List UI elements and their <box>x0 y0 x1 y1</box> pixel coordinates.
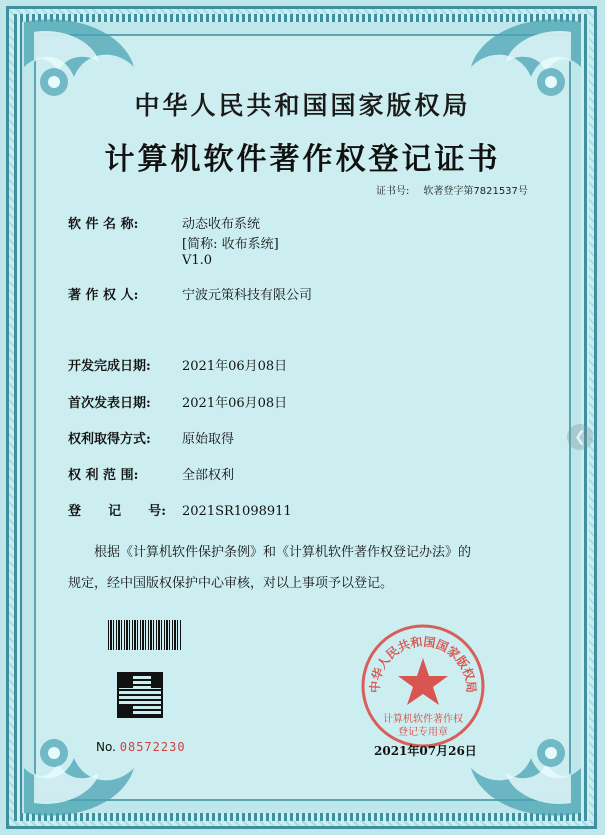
scope-label: 权 利 范 围: <box>68 468 139 483</box>
seal-inner-line-2: 登记专用章 <box>398 727 448 738</box>
certificate-number <box>376 182 528 197</box>
registration-number-label: 登 记 号: <box>68 504 167 519</box>
star-icon <box>398 658 448 705</box>
acquisition-row <box>68 428 234 447</box>
statement-line-1: 根据《计算机软件保护条例》和《计算机软件著作权登记办法》的 <box>94 545 472 560</box>
barcode-image <box>108 620 182 650</box>
software-name-value: 动态收布系统 <box>182 217 261 232</box>
seal-inner-line-1: 计算机软件著作权 <box>383 714 463 725</box>
serial-number <box>96 740 186 754</box>
statement-line-2: 规定，经中国版权保护中心审核，对以上事项予以登记。 <box>68 576 394 591</box>
publish-date-label: 首次发表日期: <box>68 396 151 411</box>
registration-number-value: 2021SR1098911 <box>182 504 292 519</box>
completion-date-value: 2021年06月08日 <box>182 359 288 374</box>
official-seal <box>359 622 487 750</box>
publish-date-row <box>68 392 287 411</box>
registration-statement <box>68 537 548 599</box>
copyright-owner-value: 宁波元策科技有限公司 <box>182 288 313 303</box>
completion-date-label: 开发完成日期: <box>68 359 151 374</box>
serial-prefix: No. <box>96 740 116 754</box>
issuer-heading: 中华人民共和国国家版权局 <box>134 91 471 120</box>
software-name-row <box>68 213 260 232</box>
certificate-number-value: 软著登字第7821537号 <box>423 186 528 197</box>
acquisition-label: 权利取得方式: <box>68 432 151 447</box>
qr-code-image <box>117 672 163 718</box>
scope-row <box>68 464 234 483</box>
registration-number-row <box>68 500 292 519</box>
acquisition-value: 原始取得 <box>182 432 235 447</box>
completion-date-row <box>68 355 287 374</box>
software-version: V1.0 <box>182 253 213 268</box>
scope-value: 全部权利 <box>182 468 235 483</box>
corner-ornament <box>14 713 164 823</box>
copyright-owner-row <box>68 284 312 303</box>
certificate-title: 计算机软件著作权登记证书 <box>104 142 501 177</box>
certificate-number-label: 证书号: <box>376 186 410 197</box>
publish-date-value: 2021年06月08日 <box>182 396 288 411</box>
software-name-label: 软 件 名 称: <box>68 217 139 232</box>
issue-date: 2021年07月26日 <box>374 744 477 758</box>
scroll-next-icon[interactable]: ❮ <box>567 424 593 450</box>
seal-outer-text: 中华人民共和国国家版权局 <box>367 634 479 694</box>
copyright-owner-label: 著 作 权 人: <box>68 288 139 303</box>
software-short-name: [简称: 收布系统] <box>182 237 279 252</box>
serial-value: 08572230 <box>119 740 186 754</box>
